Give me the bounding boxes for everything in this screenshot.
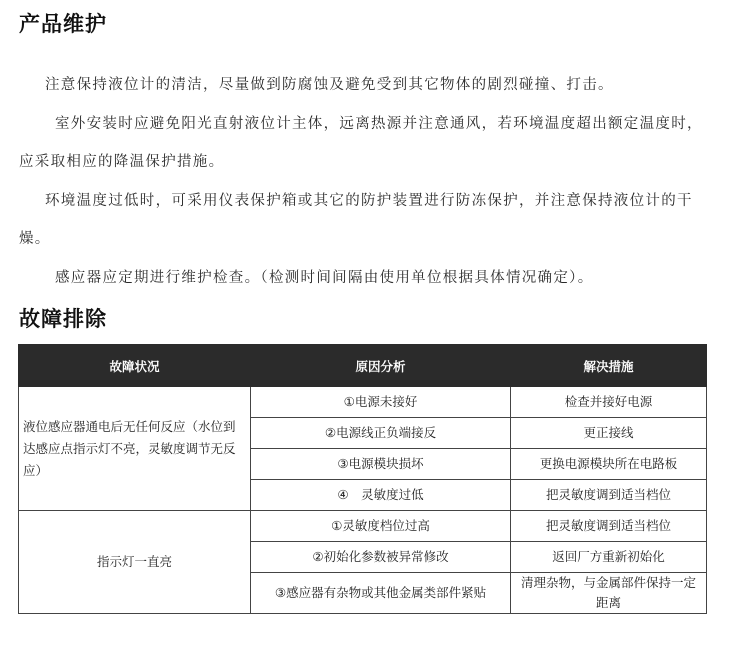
solution-cell: 更正接线 — [511, 418, 707, 449]
table-row — [19, 387, 707, 418]
header-cause: 原因分析 — [251, 345, 511, 387]
solution-cell: 把灵敏度调到适当档位 — [511, 511, 707, 542]
troubleshooting-heading: 故障排除 — [19, 306, 107, 331]
maintenance-paragraph-3: 环境温度过低时，可采用仪表保护箱或其它的防护装置进行防冻保护，并注意保持液位计的干燥。 — [19, 192, 693, 247]
table-header-row — [19, 345, 707, 387]
header-symptom: 故障状况 — [19, 345, 251, 387]
maintenance-paragraph-1: 注意保持液位计的清洁，尽量做到防腐蚀及避免受到其它物体的剧烈碰撞、打击。 — [45, 77, 614, 93]
cause-cell: ②初始化参数被异常修改 — [251, 542, 511, 573]
symptom-cell: 指示灯一直亮 — [19, 511, 251, 614]
cause-cell: ①灵敏度档位过高 — [251, 511, 511, 542]
maintenance-paragraph-2: 室外安装时应避免阳光直射液位计主体，远离热源并注意通风，若环境温度超出额定温度时，应采取相应的降温保护措施。 — [19, 115, 703, 170]
cause-cell: ④ 灵敏度过低 — [251, 480, 511, 511]
header-solution: 解决措施 — [511, 345, 707, 387]
maintenance-paragraph-4: 感应器应定期进行维护检查。（检测时间间隔由使用单位根据具体情况确定）。 — [55, 269, 594, 286]
cause-cell: ①电源未接好 — [251, 387, 511, 418]
solution-cell: 检查并接好电源 — [511, 387, 707, 418]
cause-cell: ③感应器有杂物或其他金属类部件紧贴 — [251, 573, 511, 614]
solution-cell: 把灵敏度调到适当档位 — [511, 480, 707, 511]
maintenance-paragraphs — [19, 66, 709, 297]
solution-cell: 清理杂物，与金属部件保持一定距离 — [511, 573, 707, 614]
solution-cell: 更换电源模块所在电路板 — [511, 449, 707, 480]
table-row — [19, 511, 707, 542]
maintenance-heading: 产品维护 — [19, 11, 107, 36]
symptom-cell: 液位感应器通电后无任何反应（水位到达感应点指示灯不亮，灵敏度调节无反应） — [19, 387, 251, 511]
solution-cell: 返回厂方重新初始化 — [511, 542, 707, 573]
troubleshooting-table — [18, 344, 707, 614]
cause-cell: ②电源线正负端接反 — [251, 418, 511, 449]
cause-cell: ③电源模块损坏 — [251, 449, 511, 480]
